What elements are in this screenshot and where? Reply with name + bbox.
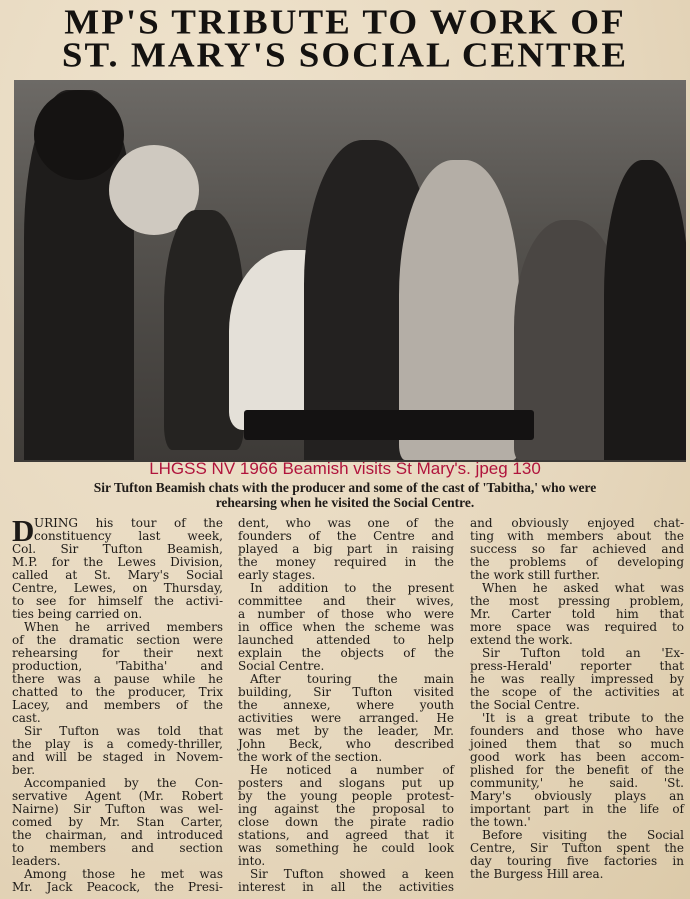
article-text-line: was met by the leader, Mr. bbox=[238, 724, 454, 738]
article-text-line: founders of the Centre and bbox=[238, 529, 454, 543]
article-text-line: 'It is a great tribute to the bbox=[482, 711, 684, 725]
article-text-line: the annexe, where youth bbox=[238, 698, 454, 712]
article-text-line: joined them that so much bbox=[470, 737, 684, 751]
article-text-line: ber. bbox=[12, 763, 36, 777]
article-text-line: Sir Tufton told an 'Ex- bbox=[482, 646, 684, 660]
article-text-line: in office when the scheme was bbox=[238, 620, 454, 634]
article-text-line: production, 'Tabitha' and bbox=[12, 659, 223, 673]
article-text-line: Sir Tufton was told that bbox=[24, 724, 223, 738]
article-text-line: the chairman, and introduced bbox=[12, 828, 223, 842]
article-text-line: ties being carried on. bbox=[12, 607, 143, 621]
article-text-line: building, Sir Tufton visited bbox=[238, 685, 454, 699]
article-text-line: When he arrived members bbox=[24, 620, 223, 634]
article-text-line: Accompanied by the Con- bbox=[24, 776, 223, 790]
article-text-line: posters and slogans put up bbox=[238, 776, 454, 790]
watermark-label: LHGSS NV 1966 Beamish visits St Mary's. jpeg 130 bbox=[149, 459, 541, 478]
article-text-line: good work has been accom- bbox=[470, 750, 684, 764]
article-text-line: John Beck, who described bbox=[238, 737, 454, 751]
article-text-line: day touring five factories in bbox=[470, 854, 684, 868]
article-text-line: activities were arranged. He bbox=[238, 711, 454, 725]
article-text-line: there was a pause while he bbox=[12, 672, 223, 686]
article-text-line: close down the pirate radio bbox=[238, 815, 454, 829]
article-text-line: press-Herald' reporter that bbox=[470, 659, 684, 673]
article-text-line: played a big part in raising bbox=[238, 542, 454, 556]
article-text-line: launched attended to help bbox=[238, 633, 454, 647]
article-text-line: rehearsing for their next bbox=[12, 646, 223, 660]
article-text-line: Social Centre. bbox=[238, 659, 325, 673]
article-column-2 bbox=[238, 517, 454, 894]
article-text-line: In addition to the present bbox=[250, 581, 454, 595]
article-text-line: the scope of the activities at bbox=[470, 685, 684, 699]
article-text-line: interest in all the activities bbox=[238, 880, 454, 894]
article-text-line: Among those he met was bbox=[24, 867, 223, 881]
article-text-line: to members and section bbox=[12, 841, 223, 855]
article-text-line: leaders. bbox=[12, 854, 61, 868]
article-text-line: plished for the benefit of the bbox=[470, 763, 684, 777]
article-text-line: Lacey, and members of the bbox=[12, 698, 223, 712]
article-text-line: He noticed a number of bbox=[250, 763, 454, 777]
news-photo bbox=[14, 80, 686, 462]
article-text-line: Mr. Carter told him that bbox=[470, 607, 684, 621]
article-text-line: and obviously enjoyed chat- bbox=[470, 516, 684, 530]
article-text-line: into. bbox=[238, 854, 266, 868]
article-text-line: the Social Centre. bbox=[470, 698, 580, 712]
article-text-line: the Burgess Hill area. bbox=[470, 867, 604, 881]
article-column-3 bbox=[470, 517, 684, 881]
article-text-line: a number of those who were bbox=[238, 607, 454, 621]
article-text-line: the play is a comedy-thriller, bbox=[12, 737, 223, 751]
article-text-line: Nairne) Sir Tufton was wel- bbox=[12, 802, 223, 816]
article-text-line: extend the work. bbox=[470, 633, 573, 647]
article-text-line: the work still further. bbox=[470, 568, 600, 582]
article-text-line: to see for himself the activi- bbox=[12, 594, 223, 608]
article-text-line: committee and their wives, bbox=[238, 594, 454, 608]
article-text-line: URING his tour of the bbox=[34, 516, 223, 530]
photo-caption bbox=[20, 480, 670, 510]
headline-line-1: MP'S TRIBUTE TO WORK OF bbox=[64, 3, 626, 43]
article-text-line: Centre, Sir Tufton spent the bbox=[470, 841, 684, 855]
article-text-line: early stages. bbox=[238, 568, 316, 582]
article-text-line: comed by Mr. Stan Carter, bbox=[12, 815, 223, 829]
article-text-line: the most pressing problem, bbox=[470, 594, 684, 608]
drop-cap: D bbox=[12, 513, 35, 548]
article-text-line: the work of the section. bbox=[238, 750, 383, 764]
article-text-line: by the young people protest- bbox=[238, 789, 454, 803]
article-text-line: the problems of developing bbox=[470, 555, 684, 569]
headline-line-2: ST. MARY'S SOCIAL CENTRE bbox=[61, 36, 629, 75]
article-text-line: called at St. Mary's Social bbox=[12, 568, 223, 582]
article-text-line: founders and those who have bbox=[470, 724, 684, 738]
caption-line-1: Sir Tufton Beamish chats with the producer and some of the cast of 'Tabitha,' who were bbox=[93, 480, 597, 495]
article-text-line: the money required in the bbox=[238, 555, 454, 569]
article-text-line: Before visiting the Social bbox=[482, 828, 684, 842]
article-text-line: and will be staged in Novem- bbox=[12, 750, 223, 764]
article-text-line: ting with members about the bbox=[470, 529, 684, 543]
caption-line-2: rehearsing when he visited the Social Centre. bbox=[215, 495, 475, 510]
photo-figure bbox=[34, 90, 124, 180]
article-text-line: explain the objects of the bbox=[238, 646, 454, 660]
photo-table bbox=[244, 410, 534, 440]
article-text-line: Mary's obviously plays an bbox=[470, 789, 684, 803]
article-text-line: was something he could look bbox=[238, 841, 454, 855]
article-text-line: Sir Tufton showed a keen bbox=[250, 867, 454, 881]
article-text-line: he was really impressed by bbox=[470, 672, 684, 686]
article-text-line: dent, who was one of the bbox=[238, 516, 454, 530]
article-text-line: M.P. for the Lewes Division, bbox=[12, 555, 223, 569]
article-text-line: of the dramatic section were bbox=[12, 633, 223, 647]
article-text-line: Col. Sir Tufton Beamish, bbox=[12, 542, 223, 556]
article-text-line: servative Agent (Mr. Robert bbox=[12, 789, 223, 803]
article-text-line: community,' he said. 'St. bbox=[470, 776, 684, 790]
photo-figure bbox=[604, 160, 686, 460]
article-text-line: Mr. Jack Peacock, the Presi- bbox=[12, 880, 223, 894]
article-text-line: chatted to the producer, Trix bbox=[12, 685, 223, 699]
article-text-line: more space was required to bbox=[470, 620, 684, 634]
article-text-line: important part in the life of bbox=[470, 802, 684, 816]
article-text-line: ing against the proposal to bbox=[238, 802, 454, 816]
article-text-line: the town.' bbox=[470, 815, 531, 829]
article-text-line: stations, and agreed that it bbox=[238, 828, 454, 842]
article-text-line: success so far achieved and bbox=[470, 542, 684, 556]
article-text-line: After touring the main bbox=[250, 672, 454, 686]
article-column-1 bbox=[12, 513, 223, 894]
article-text-line: Centre, Lewes, on Thursday, bbox=[12, 581, 223, 595]
article-text-line: constituency last week, bbox=[34, 529, 223, 543]
article-text-line: When he asked what was bbox=[482, 581, 684, 595]
article-text-line: cast. bbox=[12, 711, 41, 725]
